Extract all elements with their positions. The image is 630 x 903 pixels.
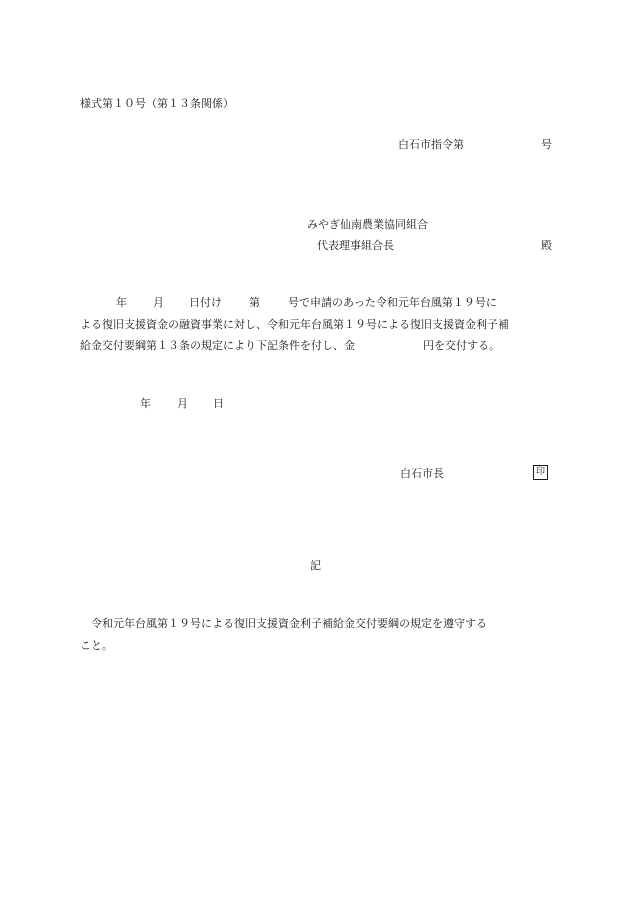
recipient-organization: みやぎ仙南農業協同組合	[307, 218, 428, 231]
condition-line-1: 令和元年台風第１９号による復旧支援資金利子補給金交付要綱の規定を遵守する	[91, 617, 487, 630]
recipient-honorific: 殿	[541, 239, 552, 252]
issue-date	[140, 398, 224, 409]
issue-day-label: 日	[213, 397, 224, 410]
body-paragraph-line-1	[80, 297, 552, 308]
body-paragraph-line-3	[80, 340, 552, 351]
application-day-label: 日付け	[189, 296, 222, 309]
issue-year-label: 年	[140, 397, 151, 410]
issue-month-label: 月	[177, 397, 188, 410]
application-number-prefix: 第	[249, 296, 260, 309]
amount-suffix: 円を交付する。	[423, 339, 500, 352]
body-line-1-text: 号で申請のあった令和元年台風第１９号に	[288, 296, 497, 309]
application-year-label: 年	[116, 296, 127, 309]
directive-number-suffix: 号	[541, 138, 552, 151]
condition-line-2: こと。	[80, 639, 113, 652]
seal-stamp: 印	[533, 465, 548, 480]
mayor-signature: 白石市長	[400, 467, 444, 480]
notes-heading: 記	[310, 559, 321, 572]
body-paragraph-line-2: よる復旧支援資金の融資事業に対し、令和元年台風第１９号による復旧支援資金利子補	[80, 318, 509, 331]
application-month-label: 月	[153, 296, 164, 309]
form-number: 様式第１０号（第１３条関係）	[80, 97, 234, 110]
directive-number-prefix: 白石市指令第	[398, 138, 464, 151]
body-line-3-text: 給金交付要綱第１３条の規定により下記条件を付し、金	[80, 339, 355, 352]
recipient-title: 代表理事組合長	[317, 239, 394, 252]
